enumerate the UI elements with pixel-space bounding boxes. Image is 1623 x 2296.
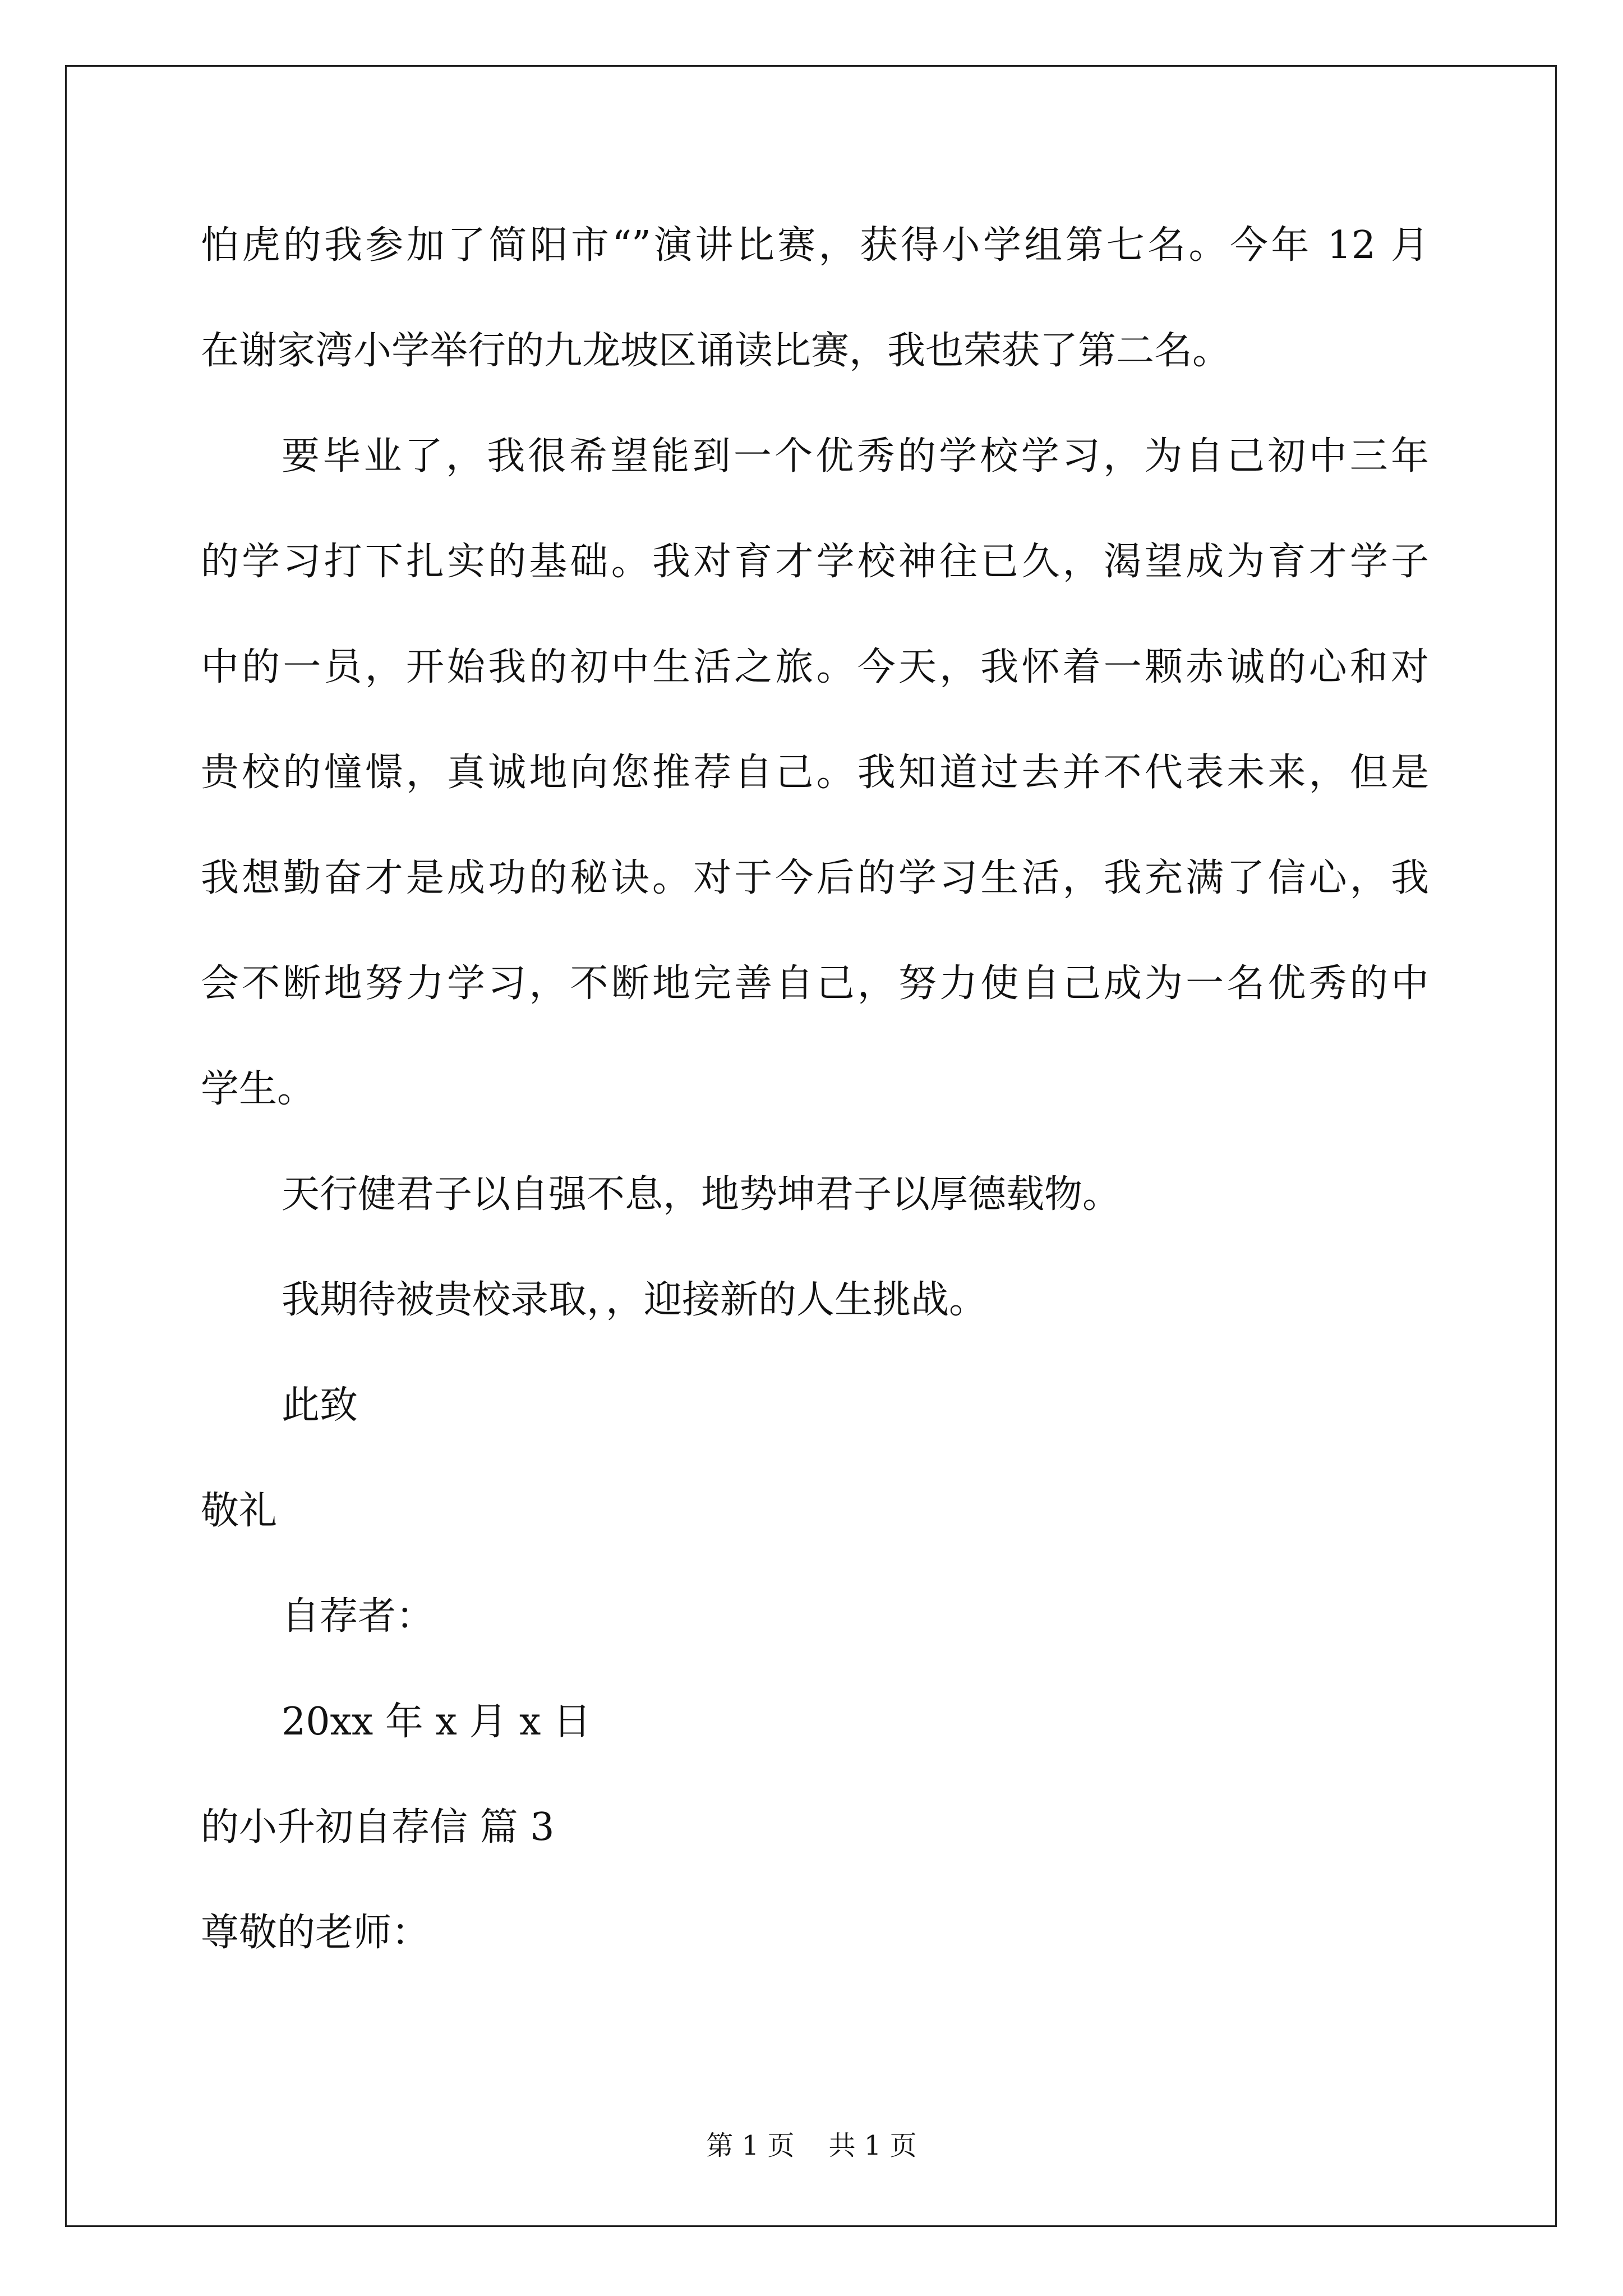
page-footer: 第 1 页 共 1 页 xyxy=(706,2130,917,2161)
text-line-10: 天行健君子以自强不息，地势坤君子以厚德载物。 xyxy=(282,1172,1121,1217)
text-line-7: 我想勤奋才是成功的秘诀。对于今后的学习生活，我充满了信心，我 xyxy=(201,856,1429,900)
text-line-8: 会不断地努力学习，不断地完善自己，努力使自己成为一名优秀的中 xyxy=(201,961,1429,1006)
text-line-4: 的学习打下扎实的基础。我对育才学校神往已久，渴望成为育才学子 xyxy=(201,540,1429,584)
text-line-6: 贵校的憧憬，真诚地向您推荐自己。我知道过去并不代表未来，但是 xyxy=(201,751,1429,795)
text-line-2: 在谢家湾小学举行的九龙坡区诵读比赛，我也荣获了第二名。 xyxy=(201,329,1231,373)
text-line-5: 中的一员，开始我的初中生活之旅。今天，我怀着一颗赤诚的心和对 xyxy=(201,645,1429,689)
text-line-9: 学生。 xyxy=(201,1067,316,1111)
signature-label: 自荐者： xyxy=(282,1594,435,1639)
closing-regards: 敬礼 xyxy=(201,1489,278,1533)
closing-salutation: 此致 xyxy=(282,1383,358,1428)
text-line-11: 我期待被贵校录取，，迎接新的人生挑战。 xyxy=(282,1278,988,1322)
greeting-line: 尊敬的老师： xyxy=(201,1911,430,1955)
text-line-1: 怕虎的我参加了简阳市“”演讲比赛，获得小学组第七名。今年 12 月 xyxy=(201,223,1429,268)
text-line-3: 要毕业了，我很希望能到一个优秀的学校学习，为自己初中三年 xyxy=(282,434,1429,478)
section-heading: 的小升初自荐信 篇 3 xyxy=(201,1805,555,1849)
document-body xyxy=(201,219,1429,2012)
date-line: 20xx 年 x 月 x 日 xyxy=(282,1700,592,1744)
